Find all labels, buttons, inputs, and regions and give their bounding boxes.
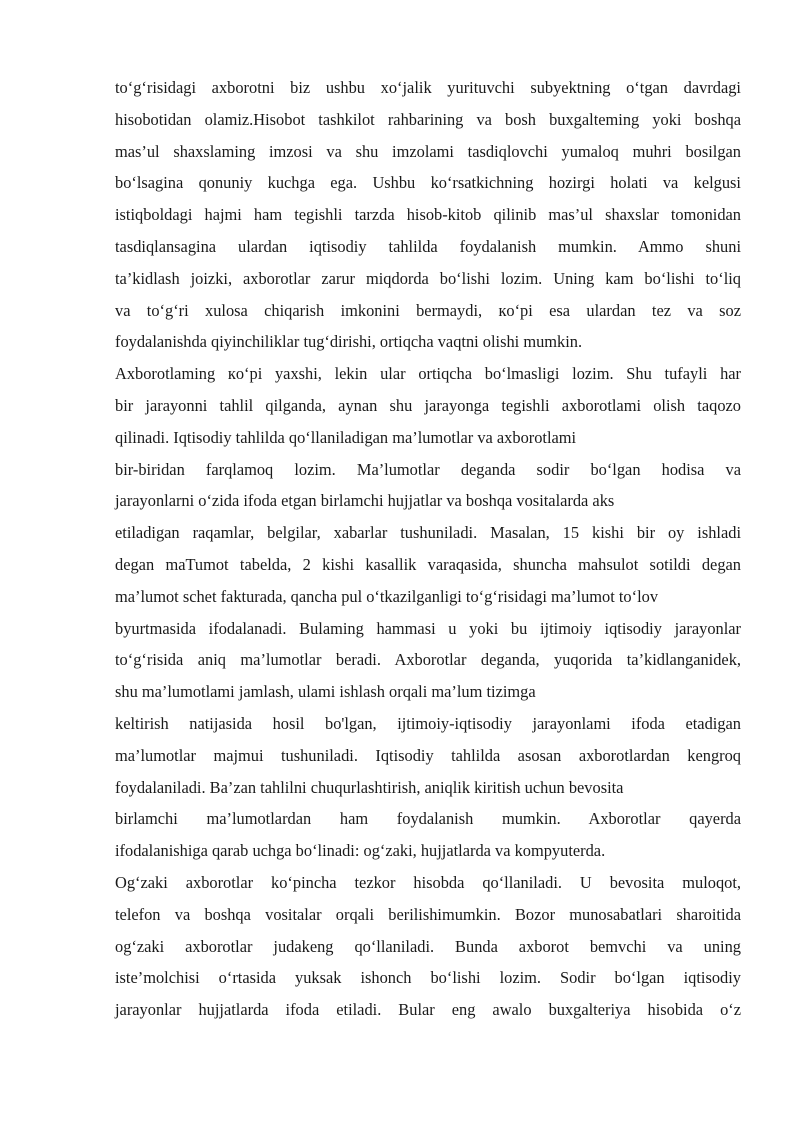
text-line: bir-biridan farqlamoq lozim. Ma’lumotlar deganda sodir bo‘lgan hodisa va (115, 459, 741, 479)
text-line: jarayonlar hujjatlarda ifoda etiladi. Bular eng awalo buxgalteriya hisobida o‘z (115, 1000, 741, 1020)
text-line: jarayonlarni o‘zida ifoda etgan birlamchi hujjatlar va boshqa vositalarda aks (115, 491, 615, 511)
text-line: mas’ul shaxslaming imzosi va shu imzolami tasdiqlovchi yumaloq muhri bosilgan (115, 141, 741, 161)
text-line: va to‘g‘ri xulosa chiqarish imkonini bermaydi, кo‘pi esa ulardan tez va soz (115, 300, 741, 320)
text-line: Og‘zaki axborotlar ko‘pincha tezkor hisobda qo‘llaniladi. U bevosita muloqot, (115, 872, 741, 892)
text-line: foydalaniladi. Ba’zan tahlilni chuqurlashtirish, aniqlik kiritish uchun bevosita (115, 777, 624, 797)
text-line: ma’lumot schet fakturada, qancha pul o‘tkazilganligi to‘g‘risidagi ma’lumot to‘lov (115, 586, 659, 606)
text-line: og‘zaki axborotlar judakeng qo‘llaniladi. Bunda axborot bemvchi va uning (115, 936, 741, 956)
text-line: tasdiqlansagina ulardan iqtisodiy tahlilda foydalanish mumkin. Ammo shuni (115, 236, 741, 256)
text-line: to‘g‘risida aniq ma’lumotlar beradi. Axborotlar deganda, yuqorida ta’kidlanganidek, (115, 650, 741, 670)
text-line: shu ma’lumotlami jamlash, ulami ishlash orqali ma’lum tizimga (115, 682, 536, 702)
text-line: foydalanishda qiyinchiliklar tug‘dirishi, ortiqcha vaqtni olishi mumkin. (115, 332, 583, 352)
text-line: birlamchi ma’lumotlardan ham foydalanish mumkin. Axborotlar qayerda (115, 809, 741, 829)
text-line: ifodalanishiga qarab uchga bo‘linadi: og‘zaki, hujjatlarda va kompyuterda. (115, 841, 606, 861)
text-line: degan maTumot tabelda, 2 kishi kasallik varaqasida, shuncha mahsulot sotildi degan (115, 554, 741, 574)
text-line: istiqboldagi hajmi ham tegishli tarzda hisob-kitob qilinib mas’ul shaxslar tomonidan (115, 205, 741, 225)
text-line: bir jarayonni tahlil qilganda, aynan shu jarayonga tegishli axborotlami olish taqozo (115, 395, 741, 415)
text-line: etiladigan raqamlar, belgilar, xabarlar tushuniladi. Masalan, 15 kishi bir oy ishladi (115, 523, 741, 543)
text-line: qilinadi. Iqtisodiy tahlilda qo‘llaniladigan ma’lumotlar va axborotlami (115, 427, 577, 447)
text-line: ma’lumotlar majmui tushuniladi. Iqtisodiy tahlilda asosan axborotlardan kengroq (115, 745, 741, 765)
text-line: Axborotlaming кo‘pi yaxshi, lekin ular ortiqcha bo‘lmasligi lozim. Shu tufayli har (115, 364, 741, 384)
text-line: byurtmasida ifodalanadi. Bulaming hammasi u yoki bu ijtimoiy iqtisodiy jarayonlar (115, 618, 741, 638)
text-line: telefon va boshqa vositalar orqali berilishimumkin. Bozor munosabatlari sharoitida (115, 904, 741, 924)
document-page (115, 72, 741, 1026)
text-line: ta’kidlash joizki, axborotlar zarur miqdorda bo‘lishi lozim. Uning kam bo‘lishi to‘liq (115, 268, 741, 288)
text-line: bo‘lsagina qonuniy kuchga ega. Ushbu ko‘rsatkichning hozirgi holati va kelgusi (115, 173, 741, 193)
text-line: keltirish natijasida hosil bo'lgan, ijtimoiy-iqtisodiy jarayonlami ifoda etadigan (115, 713, 741, 733)
text-line: hisobotidan olamiz.Hisobot tashkilot rahbarining va bosh buxgalteming yoki boshqa (115, 109, 741, 129)
text-line: iste’molchisi o‘rtasida yuksak ishonch bo‘lishi lozim. Sodir bo‘lgan iqtisodiy (115, 968, 741, 988)
text-line: to‘g‘risidagi axborotni biz ushbu xo‘jalik yurituvchi subyektning o‘tgan davrdagi (115, 78, 741, 97)
